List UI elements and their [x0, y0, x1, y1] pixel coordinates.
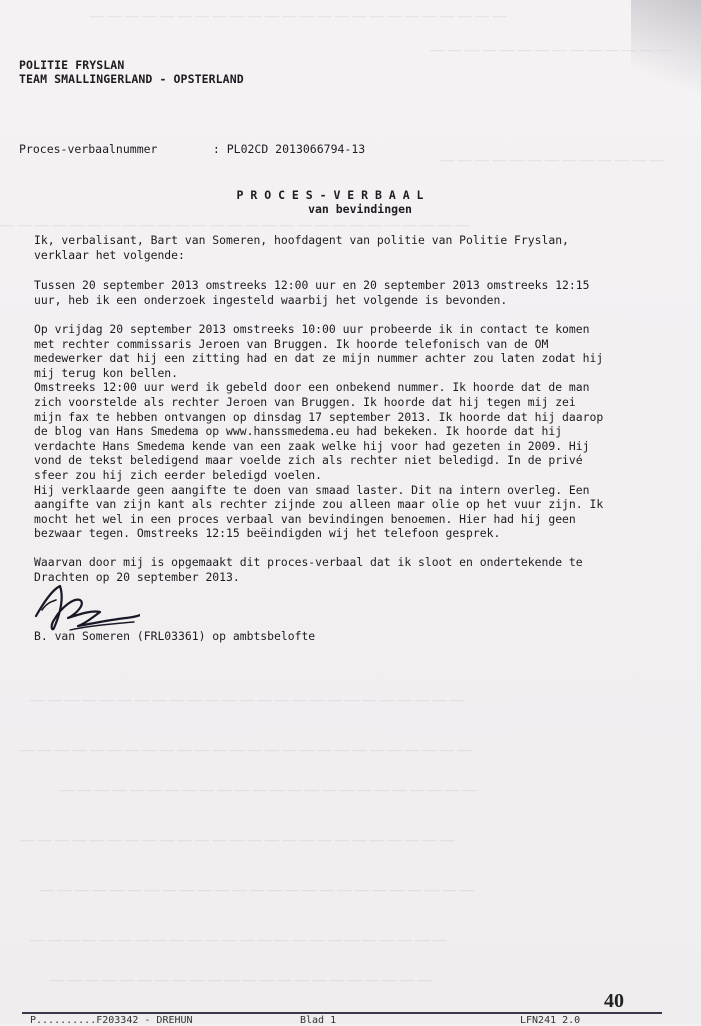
pv-label: Proces-verbaalnummer: [19, 142, 158, 156]
timeframe-paragraph: [34, 278, 644, 307]
bleed-through-background: — — — — — — — — — — — — — — — — — — — — — — — — — — — — — — — — — — — — — — — — — — — — — — — — — — — — — — — — — — — — — — — — — — — — — — — — — — — — — — — — — — — — — — — — — — — — — — — — — — — — — — — — — — — — — — — — — — — — — — — — — — — — — — — — — — — — — — — — — — — — — — — — — — — — — — — — — — — — — — — — — — — — — — — — — — — — — — — — — — — — — — — — — — — — — — — — — — — — — — — — — — — — — — — — — — — — — — — — — — — — — — — — — — — — — — — — — — — — — — — — — — — — — — — — —: [0, 9, 672, 988]
pv-value: : PL02CD 2013066794-13: [212, 142, 366, 156]
text-line: vond de tekst beledigend maar voelde zich als rechter niet beledigd. In de privé: [34, 453, 583, 468]
page-edge-shadow: [631, 0, 701, 110]
footer-left: P..........F203342 - DREHUN: [30, 1015, 193, 1026]
findings-paragraph: [34, 322, 644, 541]
footer-center: Blad 1: [300, 1015, 337, 1026]
document-subtitle: van bevindingen: [308, 202, 412, 216]
text-line: Drachten op 20 september 2013.: [34, 569, 240, 584]
proces-verbaalnummer: [19, 142, 365, 156]
text-line: mocht het wel in een proces verbaal van bevindingen benoemen. Hier had hij geen: [34, 511, 576, 526]
text-line: sfeer zou hij zich eerder beledigd voelen.: [34, 467, 323, 482]
signer-line: B. van Someren (FRL03361) op ambtsbelofte: [34, 629, 316, 643]
text-line: Op vrijdag 20 september 2013 omstreeks 10:00 uur probeerde ik in contact te komen: [34, 322, 590, 336]
text-line: Waarvan door mij is opgemaakt dit proces-verbaal dat ik sloot en ondertekende te: [34, 555, 583, 569]
header-organisation: POLITIE FRYSLAN: [19, 58, 125, 72]
footer-right: LFN241 2.0: [520, 1015, 581, 1026]
text-line: Tussen 20 september 2013 omstreeks 12:00 uur en 20 september 2013 omstreeks 12:15: [34, 278, 590, 292]
text-line: de blog van Hans Smedema op www.hanssmedema.eu had bekeken. Ik hoorde dat hij: [34, 424, 563, 439]
text-line: verdachte Hans Smedema kende van een zaak welke hij voor had gezeten in 2009. Hij: [34, 438, 590, 453]
text-line: met rechter commissaris Jeroen van Bruggen. Ik hoorde telefonisch van de OM: [34, 336, 549, 351]
text-line: Ik, verbalisant, Bart van Someren, hoofdagent van politie van Politie Fryslan,: [34, 233, 569, 247]
footer-divider: [22, 1012, 662, 1014]
page-number: 40: [604, 990, 624, 1012]
text-line: mijn fax te hebben ontvangen op dinsdag 17 september 2013. Ik hoorde dat hij daarop: [34, 409, 604, 424]
text-line: aangifte van zijn kant als rechter zijnde zou alleen maar olie op het vuur zijn. Ik: [34, 497, 604, 512]
text-line: verklaar het volgende:: [34, 247, 185, 262]
text-line: mij terug kon bellen.: [34, 365, 179, 380]
header-team: TEAM SMALLINGERLAND - OPSTERLAND: [19, 72, 244, 86]
intro-paragraph: [34, 233, 644, 262]
text-line: bezwaar tegen. Omstreeks 12:15 beëindigden wij het telefoon gesprek.: [34, 526, 501, 541]
text-line: Hij verklaarde geen aangifte te doen van smaad laster. Dit na intern overleg. Een: [34, 482, 590, 497]
text-line: medewerker dat hij een zitting had en dat ze mijn nummer achter zou laten zodat hij: [34, 351, 604, 366]
text-line: uur, heb ik een onderzoek ingesteld waarbij het volgende is bevonden.: [34, 292, 508, 307]
document-title: P R O C E S - V E R B A A L: [236, 188, 424, 202]
text-line: Omstreeks 12:00 uur werd ik gebeld door een onbekend nummer. Ik hoorde dat de man: [34, 380, 590, 395]
text-line: zich voorstelde als rechter Jeroen van Bruggen. Ik hoorde dat hij tegen mij zei: [34, 394, 576, 409]
